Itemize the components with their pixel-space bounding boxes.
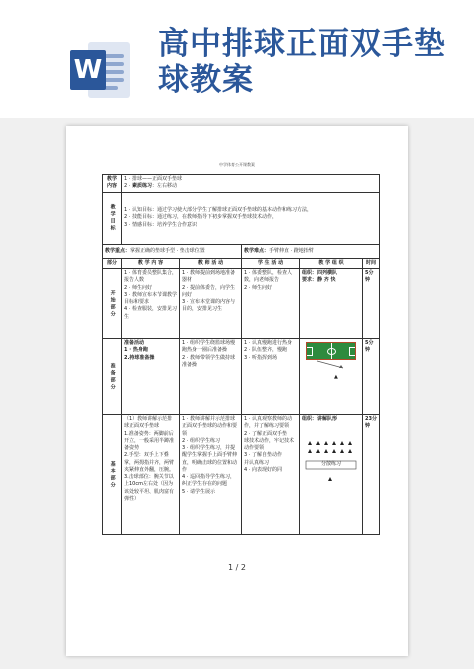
section-part-label: 开始部分 xyxy=(109,289,116,318)
topic-line-2 xyxy=(124,183,377,190)
section-organization xyxy=(300,269,363,339)
section-teacher xyxy=(180,415,242,535)
student-line: 4 · 向表现好的同 xyxy=(244,466,282,473)
section-content xyxy=(122,415,180,535)
header-time: 时间 xyxy=(363,258,380,268)
objective-item: 1 · 认知目标：通过学习使大部分学生了解排球正面双手垫球的基本动作和练习方法， xyxy=(124,207,312,214)
objective-item: 3 · 情感目标：培养学生合作意识 xyxy=(124,221,197,228)
organization-requirement: 要求：静 齐 快 xyxy=(302,277,336,284)
section-part-cell xyxy=(103,339,122,415)
document-page xyxy=(66,126,408,656)
key-point-text: 掌握正确的垫球手型 · 垫击球位置 xyxy=(130,247,205,254)
lesson-plan-table xyxy=(102,174,380,535)
objectives-label: 教学目标 xyxy=(109,204,116,232)
difficulty-label: 教学难点： xyxy=(244,247,270,254)
topic-label: 教学内容 xyxy=(103,175,122,193)
teacher-line: 4 · 巡回指导学生练习，纠正学生存在的问题 xyxy=(182,474,235,488)
section-teacher xyxy=(180,339,242,415)
topic-line-2-suffix: ：左右移动 xyxy=(151,183,177,190)
content-line: 3.击球部位：腕关节以上10cm左右处（因为该处较平坦、肌肉富有弹性） xyxy=(124,474,175,502)
section-row-main xyxy=(103,415,380,535)
teacher-line: 1 · 组织学生绕篮球场慢跑热身一圈后准备操 xyxy=(182,340,235,354)
page-number: 1 / 2 xyxy=(228,563,246,572)
student-line: 2 · 了解正面双手垫 xyxy=(244,430,287,437)
objective-item: 2 · 技能目标：通过练习，在教师指导下初步掌握双手垫球技术动作， xyxy=(124,214,277,221)
section-part-label: 基本部分 xyxy=(109,460,116,489)
content-line: 1 · 热身跑 xyxy=(124,347,148,354)
difficulty-text: 手臂伸直 · 蹬地抬臂 xyxy=(269,247,314,254)
key-points-row xyxy=(103,244,380,258)
section-part-label: 准备部分 xyxy=(109,362,116,391)
student-line: 2 · 队伍整齐，慢跑 xyxy=(244,347,287,354)
word-logo-letter: W xyxy=(70,50,106,90)
content-line: 4 · 检查服装，安排见习生 xyxy=(124,306,177,320)
key-point-cell xyxy=(103,244,242,258)
topic-line-1: 1 · 排球——正面双手垫球 xyxy=(124,176,182,182)
topic-line-2-prefix: 2 · xyxy=(124,183,132,190)
student-line: 并认真练习 xyxy=(244,459,270,466)
banner xyxy=(0,0,474,120)
teacher-line: 1 · 教师讲解并示范排球正面双手垫球的动作和要领 xyxy=(182,416,238,437)
content-line: 2.持球准备操 xyxy=(124,354,155,361)
student-line: 1 · 体委整队，检查人数，向老师报告 xyxy=(244,270,292,284)
student-line: 球技术动作，牢记技术动作要领 xyxy=(244,437,295,451)
topic-row xyxy=(103,175,380,193)
teacher-line: 5 · 请学生展示 xyxy=(182,488,215,495)
student-line: 3 · 了解自垫动作 xyxy=(244,452,282,459)
header-student: 学 生 活 动 xyxy=(242,258,300,268)
teacher-line: 1 · 教师提前到场地准备器材 xyxy=(182,270,235,284)
running-path-arrow-icon xyxy=(316,360,346,370)
word-document-icon xyxy=(70,42,130,98)
section-organization xyxy=(300,339,363,415)
section-organization xyxy=(300,415,363,535)
teacher-line: 2 · 提前体委告，向学生问好 xyxy=(182,284,235,298)
section-content xyxy=(122,339,180,415)
column-header-row xyxy=(103,258,380,268)
organization-group-label: 分散练习 xyxy=(320,461,341,468)
section-row-start xyxy=(103,269,380,339)
header-organization: 教 学 组 织 xyxy=(300,258,363,268)
student-line: 2 · 师生问好 xyxy=(244,284,272,291)
section-student xyxy=(242,339,300,415)
teacher-position-marker: ▲ xyxy=(334,374,338,380)
basketball-court-icon xyxy=(306,342,356,360)
content-line: 2.手型：双手上下叠掌，两拇指并齐，两臂夹紧伸直外翻，压腕。 xyxy=(124,452,175,473)
section-time: 5分钟 xyxy=(363,269,380,339)
banner-title: 高中排球正面双手垫球教案 xyxy=(158,26,446,98)
header-teacher: 教 师 活 动 xyxy=(180,258,242,268)
student-line: 3 · 听指挥到场 xyxy=(244,354,277,361)
section-time: 5分钟 xyxy=(363,339,380,415)
section-teacher xyxy=(180,269,242,339)
student-line: 1 · 认真慢跑进行热身 xyxy=(244,340,292,346)
content-line: 2 · 师生问好 xyxy=(124,284,152,291)
formation-diagram xyxy=(302,427,360,487)
section-part-cell xyxy=(103,415,122,535)
objectives-label-cell xyxy=(103,192,122,244)
header-content: 教 学 内 容 xyxy=(122,258,180,268)
content-line: 1 · 体育委员整队集合，报告人数 xyxy=(124,270,177,284)
teacher-line: 3 · 组织学生练习，并提醒学生掌握手上面手臂伸直，明确击球的位置和动作 xyxy=(182,445,238,473)
topic-line-2-bold: 素质练习 xyxy=(131,183,152,190)
objectives-content xyxy=(122,192,380,244)
header-part: 部分 xyxy=(103,258,122,268)
content-line: 准备活动 xyxy=(124,340,145,346)
content-line: （1）教师讲解示范排球正面双手垫球 xyxy=(124,416,173,430)
organization-title: 组织：讲解队形 xyxy=(302,416,338,422)
topic-content xyxy=(122,175,380,193)
section-content xyxy=(122,269,180,339)
section-student xyxy=(242,415,300,535)
teacher-line: 2 · 教师带领学生做持球准备操 xyxy=(182,354,235,368)
organization-title: 组织：四列横队 xyxy=(302,270,338,276)
section-time: 23分钟 xyxy=(363,415,380,535)
section-part-cell xyxy=(103,269,122,339)
section-student xyxy=(242,269,300,339)
document-header: 中学体育公开课教案 xyxy=(219,162,255,167)
content-line: 3 · 教师宣布本节课教学目标和要求 xyxy=(124,291,177,305)
teacher-line: 3 · 宣布本堂课的内容与目的，安排见习生 xyxy=(182,299,235,313)
content-line: 1.准备姿势：两脚前后开立，一般采用半蹲准备姿势 xyxy=(124,430,175,451)
difficulty-cell xyxy=(242,244,380,258)
objectives-row xyxy=(103,192,380,244)
student-line: 1 · 认真观察教师的动作，并了解练习要领 xyxy=(244,416,292,430)
teacher-line: 2 · 组织学生练习 xyxy=(182,437,220,444)
section-row-warmup xyxy=(103,339,380,415)
key-point-label: 教学重点： xyxy=(105,247,131,254)
